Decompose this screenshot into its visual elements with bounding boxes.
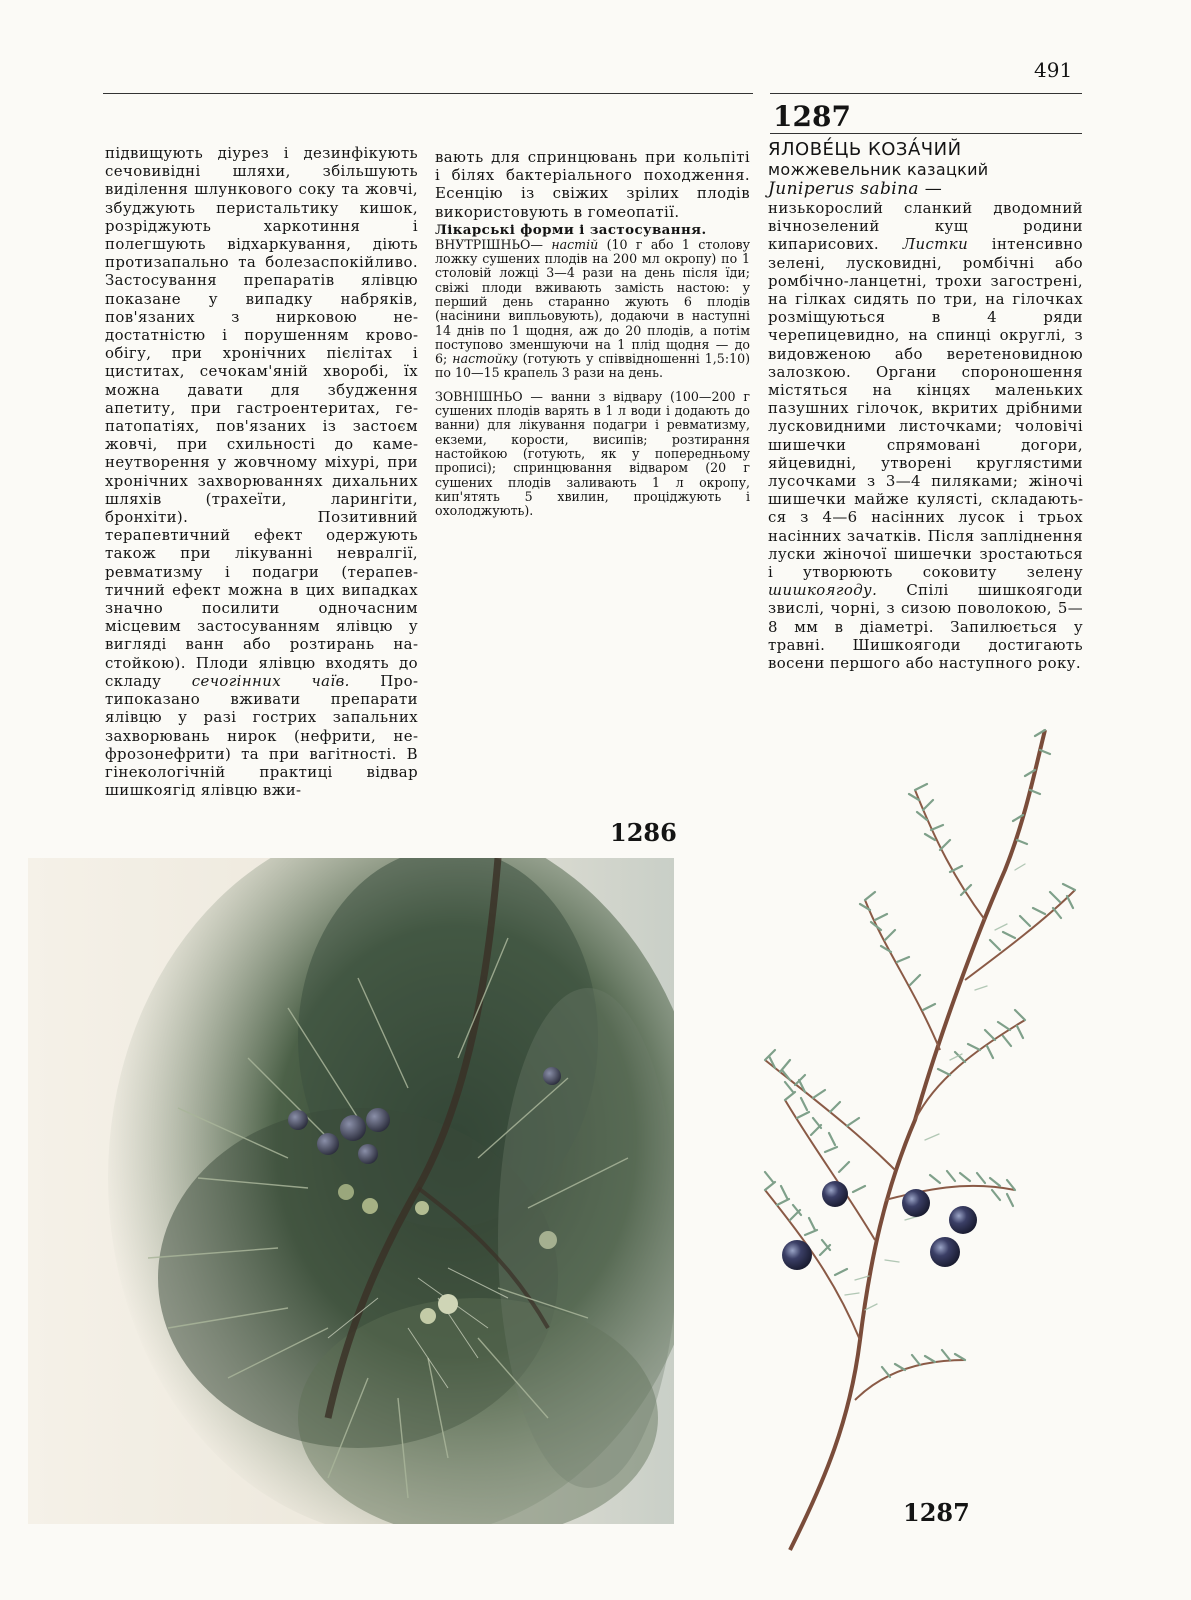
species-name-russian: можжевельник казацкий: [768, 160, 989, 179]
italic-term: настій: [542, 236, 599, 252]
species-description: [768, 199, 1083, 672]
figure-label-1286: 1286: [610, 818, 677, 847]
text-run: ванни з відвару (100—200 г сушених плодів варять в 1 л води і додають до ванни) для лікування подагри і ревматизму, екземи, корости, висипів; розтирання настойкою (готують, як у попередньому прописі); спринцювання відваром (20 г сушених плодів заливають 1 л окропу, кип'ятять 5 хвилин, проціджують і охолоджують).: [435, 388, 750, 519]
label-external: ЗОВНІШНЬО —: [435, 388, 543, 404]
text-run: Спілі шишкоягоди звислі, чорні, з сизою поволокою, 5—8 мм в діаметрі. Запилюється у травні. Шишкоягоди достигають восени першого або наступного року.: [768, 581, 1083, 673]
text-column-2: [435, 148, 750, 518]
header-rule-left: [103, 93, 753, 94]
text-column-3: [768, 140, 1083, 672]
page-number: 491: [1034, 58, 1073, 82]
text-run: інтенсивно зелені, лусковидні, ромбічні або ромбічно-ланцетні, трохи загострені, на гілках сидять по три, на гілочках розміщуються в 4 ряди черепицевидно, на спинці округлі, з видовженою або веретеновидною залозкою. Органи спороношення містяться на кінцях маленьких пазушних гілочок, вкритих дрібними лусковидними листочками; чоловічі шишечки спрямовані догори, яйцевидні, утворені круглястими лусочками з 3—4 пиляками; жіночі шишечки майже кулясті, складаються з 4—6 насінних лусок і трьох насінних зачатків. Після запліднення луски жіночої шишечки зростаються і утворюють соковиту зелену: [768, 235, 1083, 582]
entry-number-heading: 1287: [773, 100, 851, 133]
juniper-branch-drawing: [735, 720, 1085, 1570]
paragraph-external: [435, 390, 750, 519]
paragraph-intro: вають для спринцювань при кольпіті і білях бактеріального походження. Есенцію із свіжих зрілих плодів використовують в гомеопатії.: [435, 148, 750, 221]
text-run: (10 г або 1 столову ложку сушених плодів на 200 мл окропу) по 1 столовій ложці 3—4 рази на день після їди; свіжі плоди вживають замість настою: у перший день старанно жують 6 плодів (насінини випльовують), додаючи в наступні 14 днів по 1 щодня, аж до 20 плодів, а потім поступово зменшуючи на 1 плід щодня — до 6;: [435, 236, 750, 367]
italic-term: Листки: [902, 235, 969, 254]
italic-term: шишкоягоду.: [768, 581, 878, 600]
section-heading: Лікарські форми і застосування.: [435, 221, 707, 238]
text-run: підвищують діурез і дезинфікують сечовивідні шляхи, збільшують виділення шлункового соку та жовчі, збуджують перистальтику кишок, розріджують харкотиння і полегшують відхаркування, діють протизапально та болезаспокійливо. Застосування препаратів ялівцю показане у випадку набряків, пов'язаних з нирковою недостатністю і порушенням кровообігу, при хронічних пієлітах і циститах, сечокам'яній хворобі, їх можна давати для збудження апетиту, при гастроентеритах, гепатопатіях, пов'язаних із застоєм жовчі, при схильності до каменеутворення у жовчному міхурі, при хронічних захворюваннях дихальних шляхів (трахеїти, ларингіти, бронхіти). Позитивний терапевтичний ефект одержують також при лікуванні невралгії, ревматизму і подагри (терапевтичний ефект можна в цих випадках значно посилити одночасним місцевим застосуванням ялівцю у вигляді ванн або розтирань настойкою). Плоди ялівцю входять до складу: [105, 144, 418, 690]
header-rule-right-top: [770, 93, 1082, 94]
paragraph: [105, 144, 418, 799]
text-run: (готують у співвідношенні 1,5:10) по 10—15 крапель 3 рази на день.: [435, 351, 751, 381]
italic-term: настойку: [452, 351, 518, 367]
species-name-latin: Juniperus sabina —: [768, 179, 943, 199]
text-column-1: [105, 144, 418, 799]
header-rule-right-bottom: [770, 133, 1082, 134]
species-name-ukrainian: ЯЛОВЕ́ЦЬ КОЗА́ЧИЙ: [768, 139, 962, 160]
juniper-photo: [28, 858, 674, 1524]
label-internal: ВНУТРІШНЬО—: [435, 236, 543, 252]
italic-term: сечогінних чаїв.: [191, 671, 350, 690]
text-run: низькорослий сланкий дводомний вічнозелений кущ родини кипарисових.: [768, 199, 1083, 254]
text-run: Протипоказано вживати препарати ялівцю у разі гострих запальних захворювань нирок (нефрити, нефрозонефрити) та при вагітності. В гінекологічній практиці відвар шишкоягід ялівцю вжи-: [105, 671, 418, 800]
figure-label-1287: 1287: [903, 1498, 970, 1527]
paragraph-internal: [435, 238, 750, 381]
